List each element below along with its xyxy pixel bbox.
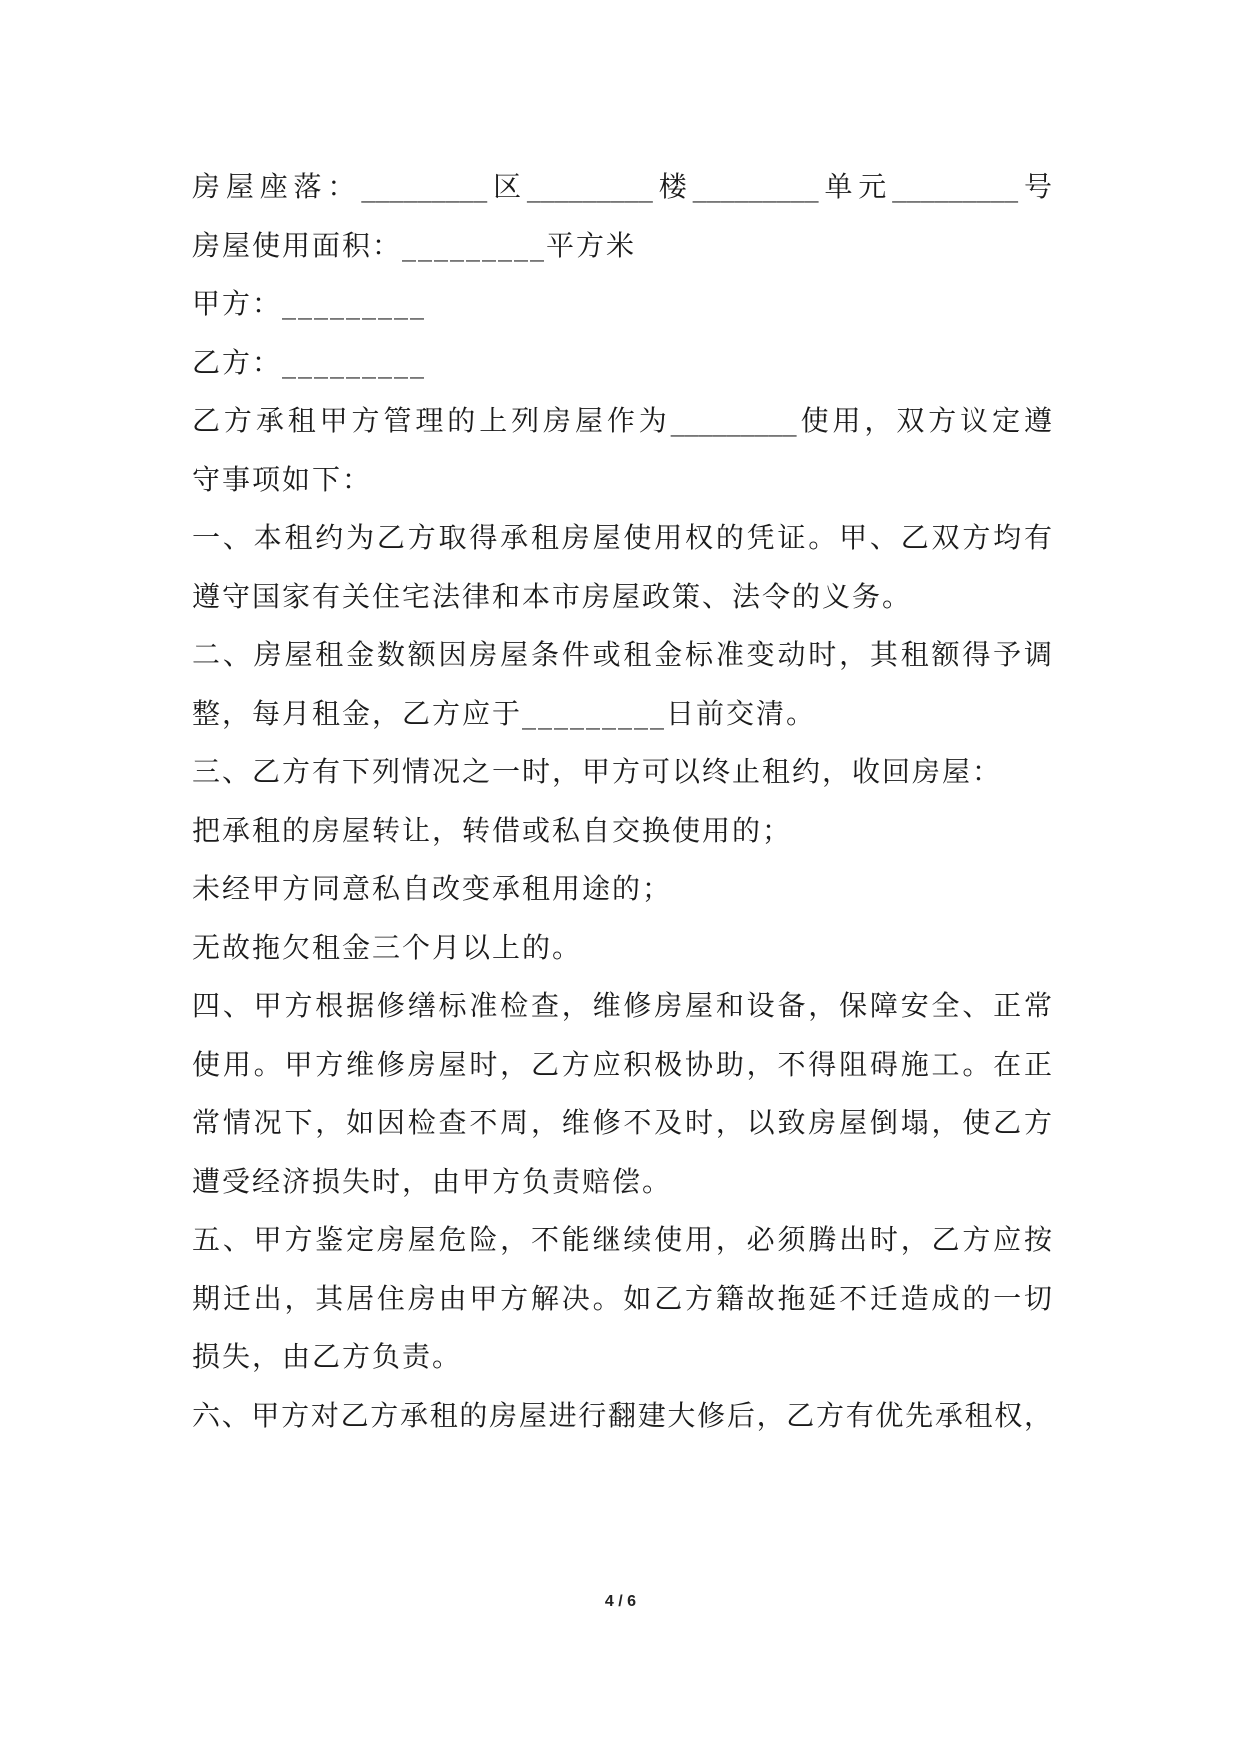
document-body <box>192 158 1052 1445</box>
text-line: 遵守国家有关住宅法律和本市房屋政策、法令的义务。 <box>192 579 913 613</box>
text-line: 六、甲方对乙方承租的房屋进行翻建大修后，乙方有优先承租权， <box>192 1398 1052 1432</box>
page-number: 4 / 6 <box>604 1593 637 1610</box>
text-line: 四、甲方根据修缮标准检查，维修房屋和设备，保障安全、正常 <box>192 989 1052 1022</box>
text-line: 期迁出，其居住房由甲方解决。如乙方籍故拖延不迁造成的一切 <box>192 1281 1052 1315</box>
text-line: 损失，由乙方负责。 <box>192 1340 463 1373</box>
text-line: 房屋使用面积：_________平方米 <box>192 228 637 262</box>
text-line: 房屋座落：_________区_________楼_________单元_________号 <box>192 170 1052 203</box>
text-line: 守事项如下： <box>192 462 373 496</box>
text-line: 一、本租约为乙方取得承租房屋使用权的凭证。甲、乙双方均有 <box>192 521 1052 554</box>
text-line: 把承租的房屋转让，转借或私自交换使用的； <box>192 813 793 847</box>
text-line: 未经甲方同意私自改变承租用途的； <box>192 872 673 905</box>
text-line: 五、甲方鉴定房屋危险，不能继续使用，必须腾出时，乙方应按 <box>192 1223 1052 1256</box>
text-line: 乙方承租甲方管理的上列房屋作为_________使用，双方议定遵 <box>192 404 1052 437</box>
text-line: 使用。甲方维修房屋时，乙方应积极协助，不得阻碍施工。在正 <box>192 1047 1052 1081</box>
text-line: 三、乙方有下列情况之一时，甲方可以终止租约，收回房屋： <box>192 755 1003 788</box>
text-line: 整，每月租金，乙方应于_________日前交清。 <box>192 696 817 730</box>
text-line: 乙方：_________ <box>192 345 427 379</box>
text-line: 无故拖欠租金三个月以上的。 <box>192 930 583 964</box>
text-line: 常情况下，如因检查不周，维修不及时，以致房屋倒塌，使乙方 <box>192 1106 1052 1139</box>
text-line: 二、房屋租金数额因房屋条件或租金标准变动时，其租额得予调 <box>192 638 1052 671</box>
text-line: 甲方：_________ <box>192 287 427 320</box>
text-line: 遭受经济损失时，由甲方负责赔偿。 <box>192 1164 673 1198</box>
